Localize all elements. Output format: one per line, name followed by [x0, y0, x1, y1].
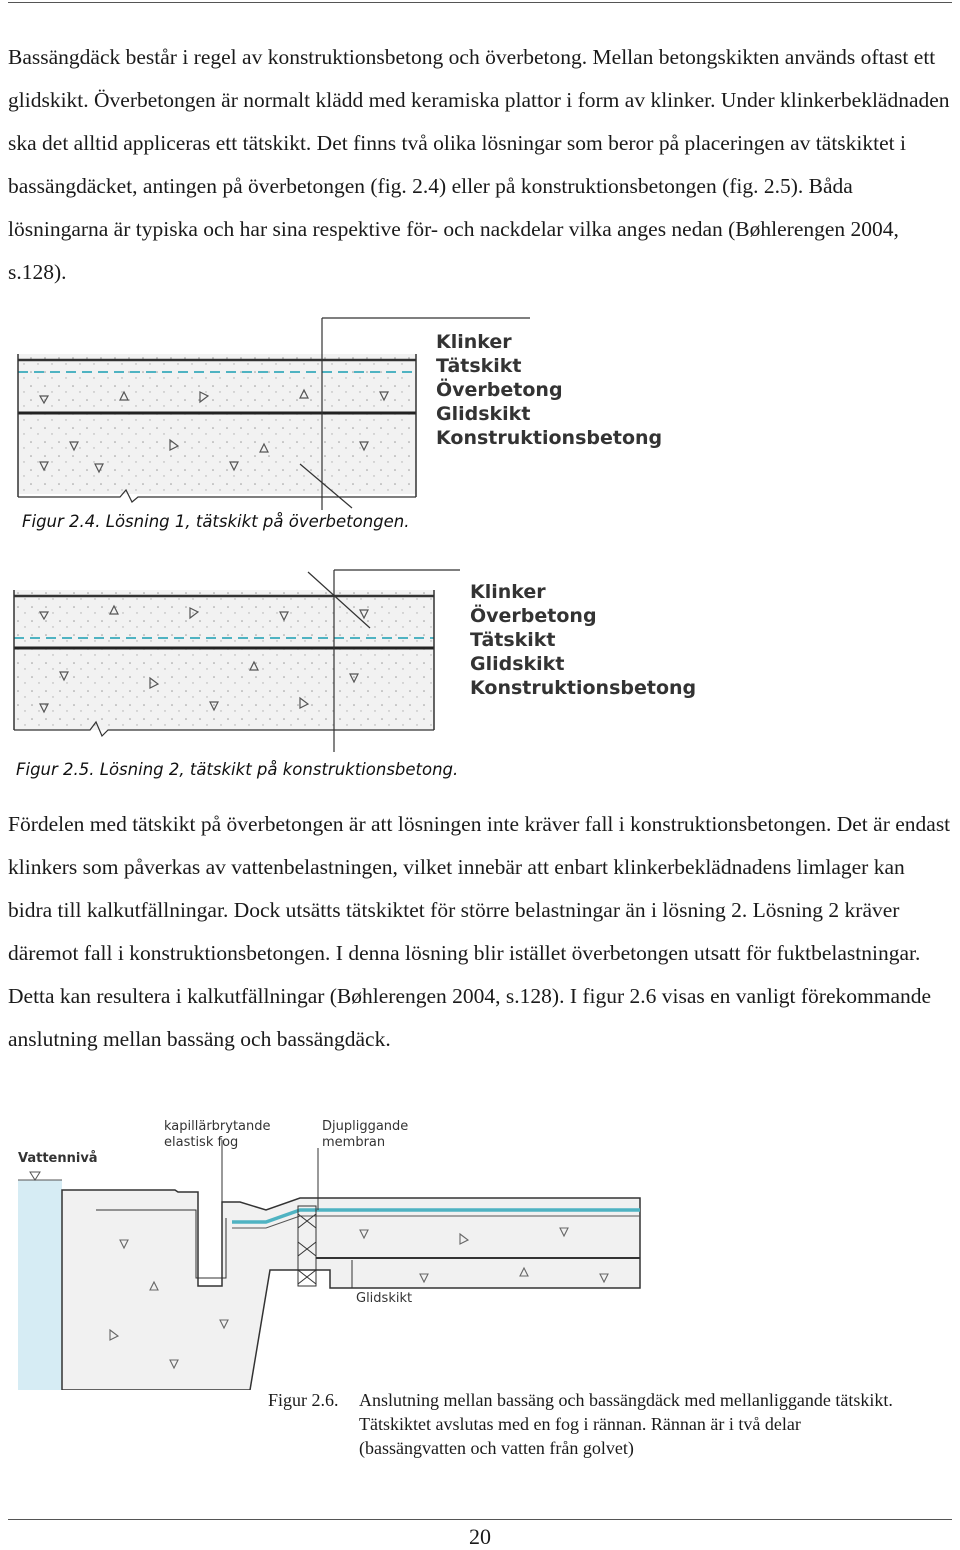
fig25-label-2: Tätskikt — [470, 629, 556, 651]
fig25-label-1: Överbetong — [470, 605, 597, 627]
advantages-paragraph: Fördelen med tätskikt på överbetongen är att lösningen inte kräver fall i konstruktionsbetongen. Det är endast klinkers som påverkas av vattenbelastningen, vilket innebär att enbart klinkerbeklädnadens limlager kan bidra till kalkutfällningar. Dock utsätts tätskiktet för större belastningar än i lösning 2. Lösning 2 kräver däremot fall i konstruktionsbetongen. I denna lösning blir istället överbetongen utsatt för fuktbelastningar. Detta kan resultera i kalkutfällningar (Bøhlerengen 2004, s.128). I figur 2.6 visas en vanligt förekommande anslutning mellan bassäng och bassängdäck. — [8, 812, 951, 1051]
fig26-membrane-label-2: membran — [322, 1135, 386, 1150]
fig26-membrane-label-1: Djupliggande — [322, 1119, 409, 1134]
figure-2-6-caption-text: Anslutning mellan bassäng och bassängdäck med mellanliggande tätskikt. Tätskiktet avslutas med en fog i rännan. Rännan är i två delar (bassängvatten och vatten från golvet) — [359, 1390, 893, 1458]
bottom-rule — [8, 1519, 952, 1520]
intro-paragraph: Bassängdäck består i regel av konstruktionsbetong och överbetong. Mellan betongskikten används oftast ett glidskikt. Överbetongen är normalt klädd med keramiska plattor i form av klinker. Under klinkerbeklädnaden ska det alltid appliceras ett tätskikt. Det finns två olika lösningar som beror på placeringen av tätskiktet i bassängdäcket, antingen på överbetongen (fig. 2.4) eller på konstruktionsbetongen (fig. 2.5). Båda lösningarna är typiska och har sina respektive för- och nackdelar vilka anges nedan (Bøhlerengen 2004, s.128). — [8, 45, 950, 284]
figure-2-6-diagram — [0, 1110, 960, 1390]
fig25-label-0: Klinker — [470, 581, 546, 603]
fig24-label-4: Konstruktionsbetong — [436, 427, 663, 449]
figure-2-4-diagram — [0, 312, 960, 512]
figure-2-4-caption: Figur 2.4. Lösning 1, tätskikt på överbetongen. — [22, 512, 410, 531]
figure-2-5-diagram — [0, 562, 960, 758]
figure-2-6-caption-number: Figur 2.6. — [268, 1390, 339, 1410]
fig24-label-0: Klinker — [436, 331, 512, 353]
fig25-label-3: Glidskikt — [470, 653, 565, 675]
fig24-label-3: Glidskikt — [436, 403, 531, 425]
fig26-joint-label-1: kapillärbrytande — [164, 1119, 271, 1134]
figure-2-6-caption — [268, 1388, 908, 1460]
fig25-label-4: Konstruktionsbetong — [470, 677, 697, 699]
fig26-joint-label-2: elastisk fog — [164, 1135, 239, 1150]
page-number: 20 — [469, 1524, 491, 1549]
top-rule — [8, 2, 952, 3]
fig24-label-1: Tätskikt — [436, 355, 522, 377]
fig26-water-label: Vattennivå — [18, 1151, 98, 1166]
fig26-slip-label: Glidskikt — [356, 1291, 413, 1306]
figure-2-5-caption: Figur 2.5. Lösning 2, tätskikt på konstruktionsbetong. — [16, 760, 459, 779]
fig24-label-2: Överbetong — [436, 379, 563, 401]
